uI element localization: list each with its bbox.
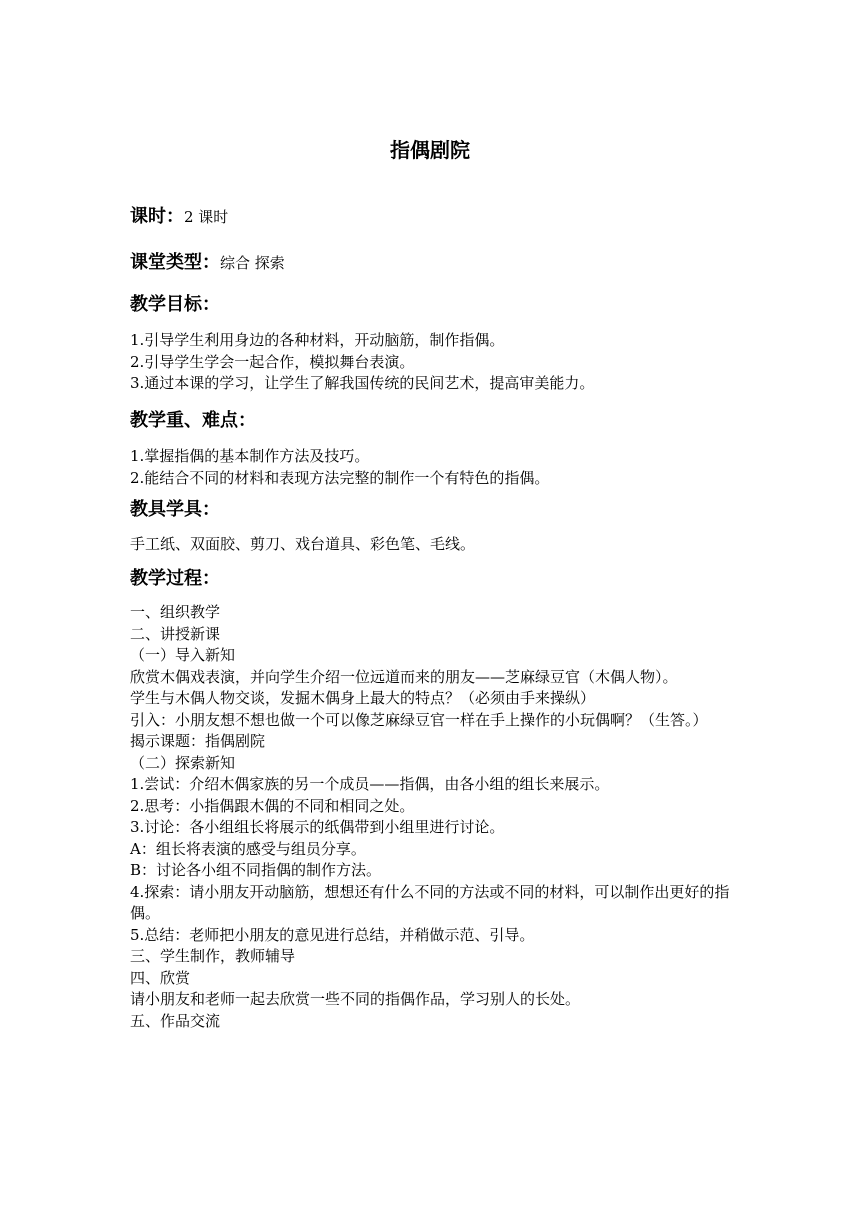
list-item: 2.能结合不同的材料和表现方法完整的制作一个有特色的指偶。	[130, 468, 550, 487]
list-item: 一、组织教学	[130, 603, 221, 621]
objectives-heading: 教学目标：	[130, 294, 220, 315]
list-item: 五、作品交流	[130, 1011, 221, 1030]
process-heading: 教学过程：	[130, 568, 220, 589]
class-hours-label: 课时：	[130, 206, 184, 227]
list-item: 三、学生制作，教师辅导	[130, 947, 296, 965]
list-item: 学生与木偶人物交谈，发掘木偶身上最大的特点？（必须由手来操纵）	[130, 689, 596, 707]
list-item: 2.思考：小指偶跟木偶的不同和相同之处。	[130, 796, 415, 815]
list-item: 1.尝试：介绍木偶家族的另一个成员——指偶，由各小组的组长来展示。	[130, 775, 610, 793]
lesson-type-line	[130, 251, 285, 275]
list-item: （二）探索新知	[130, 753, 236, 772]
list-item: 3.通过本课的学习，让学生了解我国传统的民间艺术，提高审美能力。	[130, 374, 595, 392]
list-item: 二、讲授新课	[130, 624, 221, 643]
list-item: A：组长将表演的感受与组员分享。	[130, 839, 366, 858]
materials-list	[130, 534, 735, 556]
list-item: （一）导入新知	[130, 646, 236, 664]
class-hours-value: 2 课时	[184, 208, 229, 226]
class-hours-line	[130, 205, 228, 229]
key-points-list	[130, 446, 735, 489]
document-title: 指偶剧院	[390, 138, 470, 162]
list-item: 请小朋友和老师一起去欣赏一些不同的指偶作品，学习别人的长处。	[130, 990, 581, 1008]
list-item: 欣赏木偶戏表演，并向学生介绍一位远道而来的朋友——芝麻绿豆官（木偶人物）。	[130, 667, 678, 686]
list-item: 5.总结：老师把小朋友的意见进行总结，并稍做示范、引导。	[130, 925, 535, 944]
lesson-type-label: 课堂类型：	[130, 252, 220, 273]
list-item: 4.探索：请小朋友开动脑筋，想想还有什么不同的方法或不同的材料，可以制作出更好的指偶。	[130, 882, 730, 922]
list-item: 手工纸、双面胶、剪刀、戏台道具、彩色笔、毛线。	[130, 535, 476, 553]
list-item: 1.掌握指偶的基本制作方法及技巧。	[130, 447, 370, 465]
list-item: 3.讨论：各小组组长将展示的纸偶带到小组里进行讨论。	[130, 818, 505, 836]
lesson-type-value: 综合 探索	[220, 254, 285, 272]
list-item: 四、欣赏	[130, 968, 191, 987]
key-points-heading: 教学重、难点：	[130, 410, 256, 431]
process-list	[130, 602, 735, 1032]
list-item: 2.引导学生学会一起合作，模拟舞台表演。	[130, 352, 415, 371]
list-item: 揭示课题：指偶剧院	[130, 732, 266, 750]
objectives-list	[130, 330, 735, 395]
list-item: 引入：小朋友想不想也做一个可以像芝麻绿豆官一样在手上操作的小玩偶啊？（生答。）	[130, 710, 708, 729]
materials-heading: 教具学具：	[130, 499, 220, 520]
list-item: B：讨论各小组不同指偶的制作方法。	[130, 861, 382, 879]
list-item: 1.引导学生利用身边的各种材料，开动脑筋，制作指偶。	[130, 331, 505, 349]
